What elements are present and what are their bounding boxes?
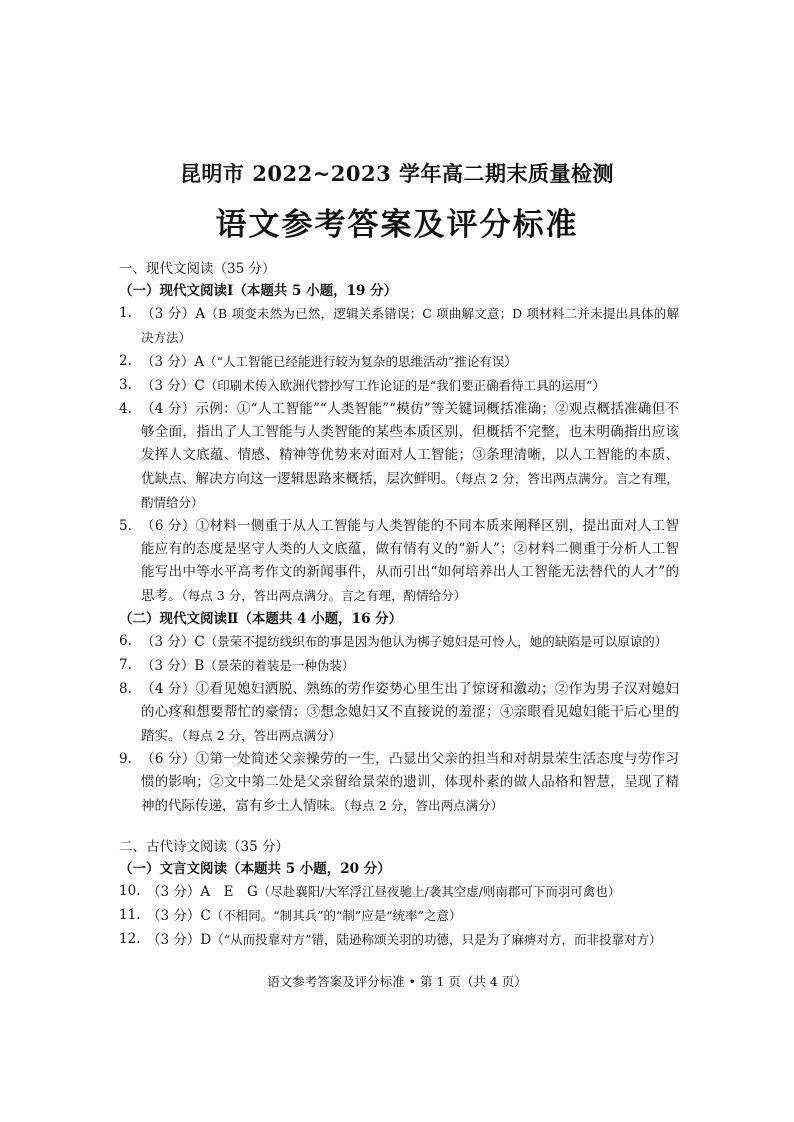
item-head: （3 分）C xyxy=(141,378,205,394)
item-head: （3 分）C xyxy=(141,634,205,650)
item-text xyxy=(147,880,679,904)
answer-item xyxy=(119,515,679,608)
item-head: （4 分） xyxy=(141,681,196,697)
item-head: （3 分）B xyxy=(141,658,205,674)
item-number: 7. xyxy=(119,657,132,673)
item-text xyxy=(147,904,679,928)
page-footer: 语文参考答案及评分标准 • 第 1 页（共 4 页） xyxy=(267,974,527,989)
scoring-note: （每点 2 分，答出两点满分） xyxy=(181,728,342,743)
item-body: ①看见媳妇洒脱、熟练的劳作姿势心里生出了惊讶和激动；②作为男子汉对媳妇的心疼和想要帮忙的豪情；③想念媳妇又不直接说的羞涩；④亲眼看见媳妇能干后心里的踏实。 xyxy=(141,681,679,744)
item-head: （6 分） xyxy=(141,751,196,767)
item-head: （3 分）A xyxy=(141,354,205,370)
answer-item xyxy=(119,374,679,398)
item-body: ①第一处简述父亲操劳的一生，凸显出父亲的担当和对胡景荣生活态度与劳作习惯的影响；②文中第二处是父亲留给景荣的遗训，体现朴素的做人品格和智慧，呈现了精神的代际传递，富有乡土人情味。 xyxy=(141,751,679,814)
item-body: ①材料一侧重于从人工智能与人类智能的不同本质来阐释区别，提出面对人工智能应有的态度是坚守人类的人文底蕴，做有情有义的“新人”；②材料二侧重于分析人工智能写出中等水平高考作文的新闻事件，从而引出“如何培养出人工智能无法替代的人才”的思考。 xyxy=(141,518,679,604)
part-heading xyxy=(119,858,679,880)
item-text xyxy=(141,398,679,515)
item-text xyxy=(141,748,679,818)
item-text xyxy=(141,630,679,654)
item-text xyxy=(141,515,679,608)
part-label: （一）现代文阅读Ⅰ（本题共 5 小题，19 分） xyxy=(119,283,398,299)
answer-item xyxy=(119,904,679,928)
item-body: （不相同。“制其兵”的“制”应是“统率”之意） xyxy=(210,908,462,923)
item-body: （景荣不提纺线织布的事是因为他认为梆子媳妇是可怜人，她的缺陷是可以原谅的） xyxy=(204,634,668,649)
item-number: 2. xyxy=(119,353,132,369)
item-number: 9. xyxy=(119,751,132,767)
scoring-note: （每点 2 分，答出两点满分） xyxy=(343,798,504,813)
item-number: 5. xyxy=(119,518,132,534)
item-text xyxy=(141,374,679,398)
answer-item xyxy=(119,928,679,952)
item-text xyxy=(141,654,679,678)
item-text xyxy=(141,678,679,748)
answer-item xyxy=(119,630,679,654)
answer-item xyxy=(119,678,679,748)
item-body: （印刷术传入欧洲代替抄写工作论证的是“我们要正确看待工具的运用”） xyxy=(204,378,606,393)
section-spacer xyxy=(119,818,679,836)
document-title: 昆明市 2022~2023 学年高二期末质量检测 xyxy=(179,161,615,186)
item-body: （B 项变未然为已然，逻辑关系错误；C 项曲解文意；D 项材料二并未提出具体的解决方法） xyxy=(141,306,679,345)
item-text xyxy=(147,928,679,952)
item-head: （3 分）D xyxy=(147,932,212,948)
item-text xyxy=(141,302,679,350)
item-body: （景荣的着装是一种伪装） xyxy=(204,658,355,673)
item-text xyxy=(141,350,679,374)
scoring-note: （每点 2 分，答出两点满分。言之有理，酌情给分） xyxy=(141,471,679,510)
item-head: （3 分）C xyxy=(147,908,211,924)
item-body: 示例：①“人工智能”“人类智能”“模仿”等关键词概括准确；②观点概括准确但不够全面，指出了人工智能与人类智能的某些本质区别，但概括不完整，也未明确指出应该发挥人文底蕴、情感、精神等优势来对面对人工智能；③条理清晰，以人工智能的本质、优缺点、解决方向这一逻辑思路来概括，层次鲜明。 xyxy=(141,401,679,487)
answer-item xyxy=(119,302,679,350)
answer-item xyxy=(119,654,679,678)
scoring-note: （每点 3 分，答出两点满分。言之有理，酌情给分） xyxy=(181,588,467,603)
answer-item xyxy=(119,880,679,904)
item-head: （3 分）A E G xyxy=(147,884,258,900)
item-number: 3. xyxy=(119,377,132,393)
answer-item xyxy=(119,398,679,515)
answer-item xyxy=(119,748,679,818)
item-number: 4. xyxy=(119,401,132,417)
section-heading: 一、现代文阅读（35 分） xyxy=(119,261,276,277)
item-head: （3 分）A xyxy=(141,306,206,322)
item-body: （“从而投靠对方”错，陆逊称颂关羽的功德，只是为了麻痹对方，而非投靠对方） xyxy=(211,932,662,947)
part-label: （二）现代文阅读Ⅱ（本题共 4 小题，16 分） xyxy=(119,611,403,627)
item-head: （4 分） xyxy=(141,401,196,417)
item-number: 10. xyxy=(119,883,141,899)
item-number: 8. xyxy=(119,681,132,697)
document-subtitle: 语文参考答案及评分标准 xyxy=(215,207,579,243)
item-number: 11. xyxy=(119,907,141,923)
section-heading: 二、古代诗文阅读（35 分） xyxy=(119,839,289,855)
item-body: （尽赴襄阳/大军浮江昼夜驰上/袭其空虚/则南郡可下而羽可禽也） xyxy=(257,884,621,899)
part-label: （一）文言文阅读（本题共 5 小题，20 分） xyxy=(119,861,391,877)
item-body: （“人工智能已经能进行较为复杂的思维活动”推论有误） xyxy=(204,354,517,369)
item-number: 6. xyxy=(119,633,132,649)
part-heading xyxy=(119,280,679,302)
item-number: 12. xyxy=(119,931,141,947)
answer-content xyxy=(119,258,679,952)
item-number: 1. xyxy=(119,305,132,321)
item-head: （6 分） xyxy=(141,518,196,534)
answer-item xyxy=(119,350,679,374)
part-heading xyxy=(119,608,679,630)
